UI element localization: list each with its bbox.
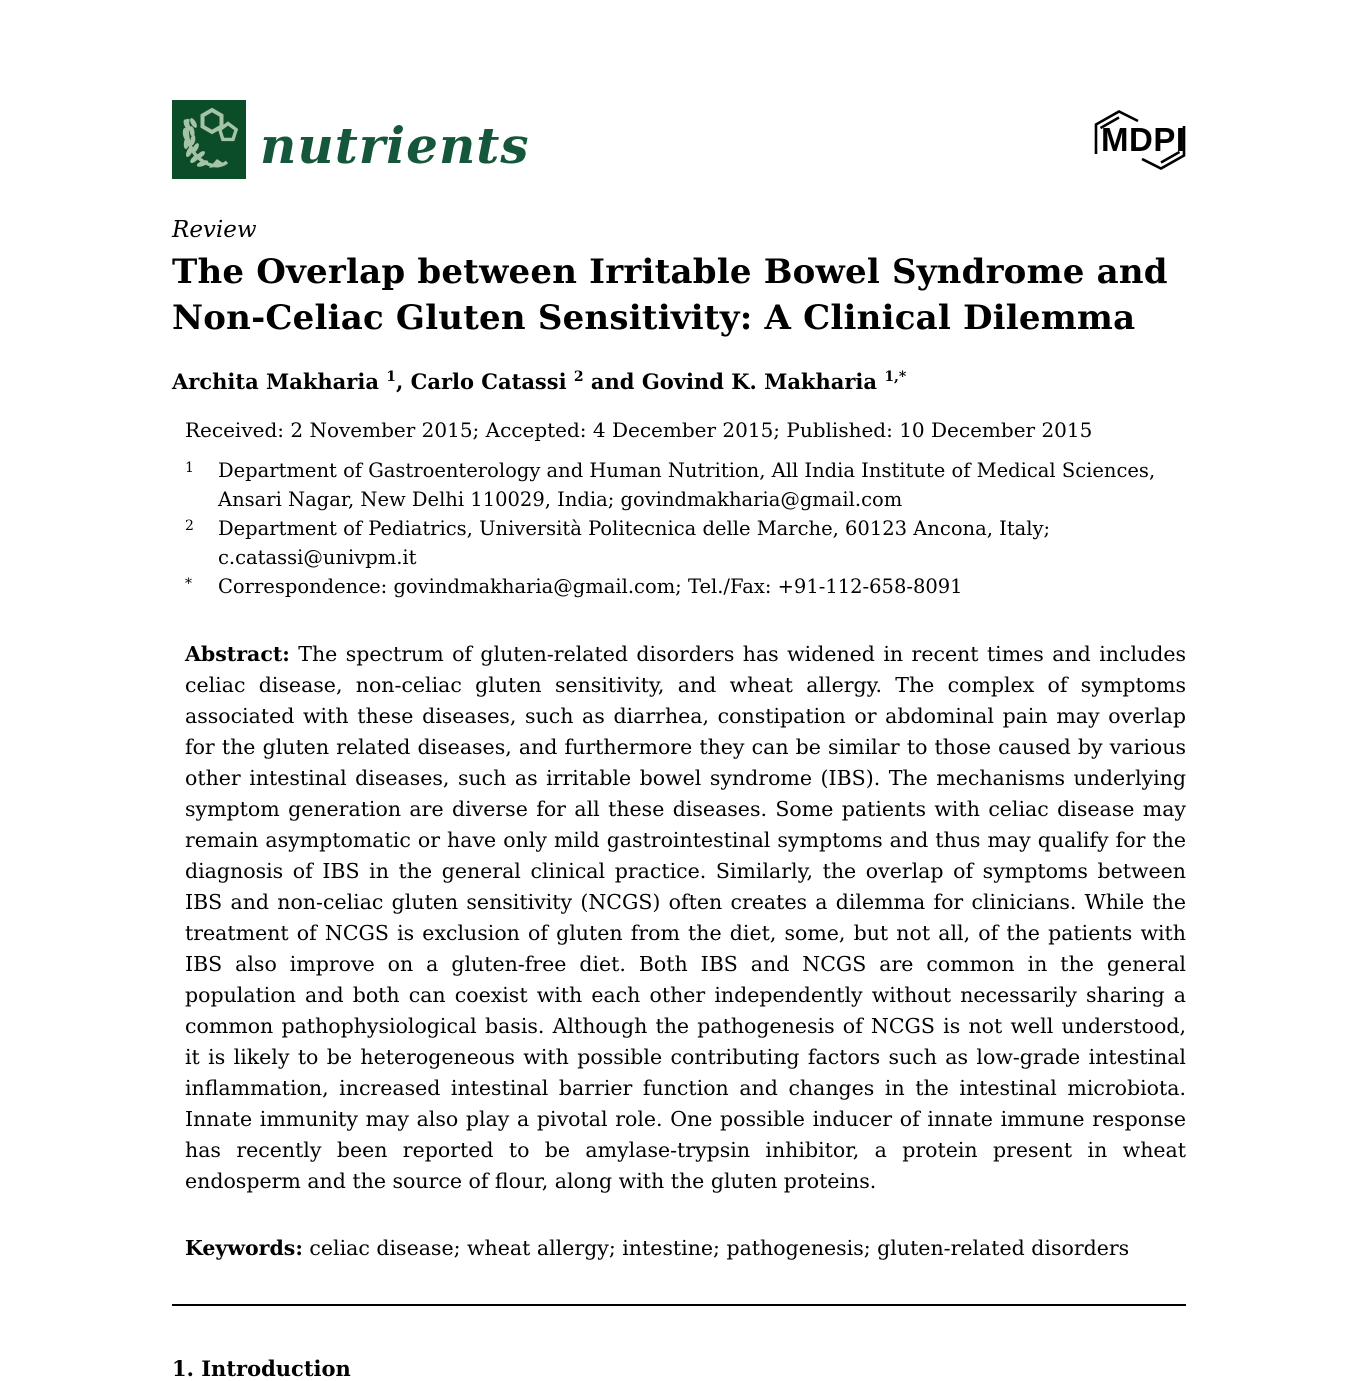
nutrients-logo-square bbox=[172, 100, 246, 179]
affiliation-marker: 2 bbox=[185, 518, 194, 534]
section-heading-introduction: 1. Introduction bbox=[172, 1356, 351, 1381]
author-line bbox=[172, 369, 1186, 394]
correspondence-marker: * bbox=[185, 576, 192, 592]
journal-name: nutrients bbox=[260, 116, 530, 175]
journal-brand bbox=[172, 100, 530, 179]
keywords-line bbox=[185, 1233, 1186, 1264]
mdpi-logo bbox=[1088, 108, 1192, 176]
keywords-label: Keywords: bbox=[185, 1236, 303, 1260]
wheat-molecule-icon bbox=[179, 106, 239, 174]
affiliation-marker: 1 bbox=[185, 460, 194, 476]
abstract-label: Abstract: bbox=[185, 642, 290, 666]
publication-history: Received: 2 November 2015; Accepted: 4 December 2015; Published: 10 December 2015 bbox=[185, 418, 1093, 442]
abstract-paragraph bbox=[185, 639, 1186, 1197]
author-1-affiliation-marker: 1 bbox=[386, 369, 396, 385]
affiliations-list bbox=[185, 456, 1186, 601]
author-3-affiliation-marker: 1,* bbox=[884, 369, 907, 385]
author-2: Carlo Catassi bbox=[410, 369, 567, 394]
affiliation-item bbox=[185, 514, 1186, 572]
author-3: Govind K. Makharia bbox=[641, 369, 877, 394]
article-title: The Overlap between Irritable Bowel Syndrome and Non-Celiac Gluten Sensitivity: A Clinical Dilemma bbox=[172, 252, 1168, 338]
affiliation-text: Department of Gastroenterology and Human Nutrition, All India Institute of Medical Sciences, Ansari Nagar, New Delhi 110029, India; govindmakharia@gmail.com bbox=[218, 459, 1156, 511]
keywords-body: celiac disease; wheat allergy; intestine; pathogenesis; gluten-related disorders bbox=[309, 1236, 1130, 1260]
author-separator-1: , bbox=[396, 369, 411, 394]
mdpi-hexagon-icon bbox=[1088, 121, 1192, 176]
page-content bbox=[172, 0, 1186, 1381]
author-separator-2: and bbox=[583, 369, 642, 394]
article-type-label: Review bbox=[172, 217, 257, 243]
journal-header bbox=[172, 0, 1186, 179]
mdpi-wordmark: MDPI bbox=[1101, 121, 1186, 158]
abstract-body: The spectrum of gluten-related disorders has widened in recent times and includes celiac disease, non-celiac gluten sensitivity, and wheat allergy. The complex of symptoms associated with these diseases, such as diarrhea, constipation or abdominal pain may overlap for the gluten related diseases, and furthermore they can be similar to those caused by various other intestinal diseases, such as irritable bowel syndrome (IBS). The mechanisms underlying symptom generation are diverse for all these diseases. Some patients with celiac disease may remain asymptomatic or have only mild gastrointestinal symptoms and thus may qualify for the diagnosis of IBS in the general clinical practice. Similarly, the overlap of symptoms between IBS and non-celiac gluten sensitivity (NCGS) often creates a dilemma for clinicians. While the treatment of NCGS is exclusion of gluten from the diet, some, but not all, of the patients with IBS also improve on a gluten-free diet. Both IBS and NCGS are common in the general population and both can coexist with each other independently without necessarily sharing a common pathophysiological basis. Although the pathogenesis of NCGS is not well understood, it is likely to be heterogeneous with possible contributing factors such as low-grade intestinal inflammation, increased intestinal barrier function and changes in the intestinal microbiota. Innate immunity may also play a pivotal role. One possible inducer of innate immune response has recently been reported to be amylase-trypsin inhibitor, a protein present in wheat endosperm and the source of flour, along with the gluten proteins. bbox=[185, 642, 1186, 1193]
affiliation-item bbox=[185, 572, 1186, 601]
correspondence-text: Correspondence: govindmakharia@gmail.com; Tel./Fax: +91-112-658-8091 bbox=[218, 575, 963, 598]
affiliation-item bbox=[185, 456, 1186, 514]
author-2-affiliation-marker: 2 bbox=[573, 369, 584, 385]
divider-rule bbox=[172, 1304, 1186, 1306]
affiliation-text: Department of Pediatrics, Università Politecnica delle Marche, 60123 Ancona, Italy; c.catassi@univpm.it bbox=[218, 517, 1051, 569]
author-1: Archita Makharia bbox=[172, 369, 379, 394]
